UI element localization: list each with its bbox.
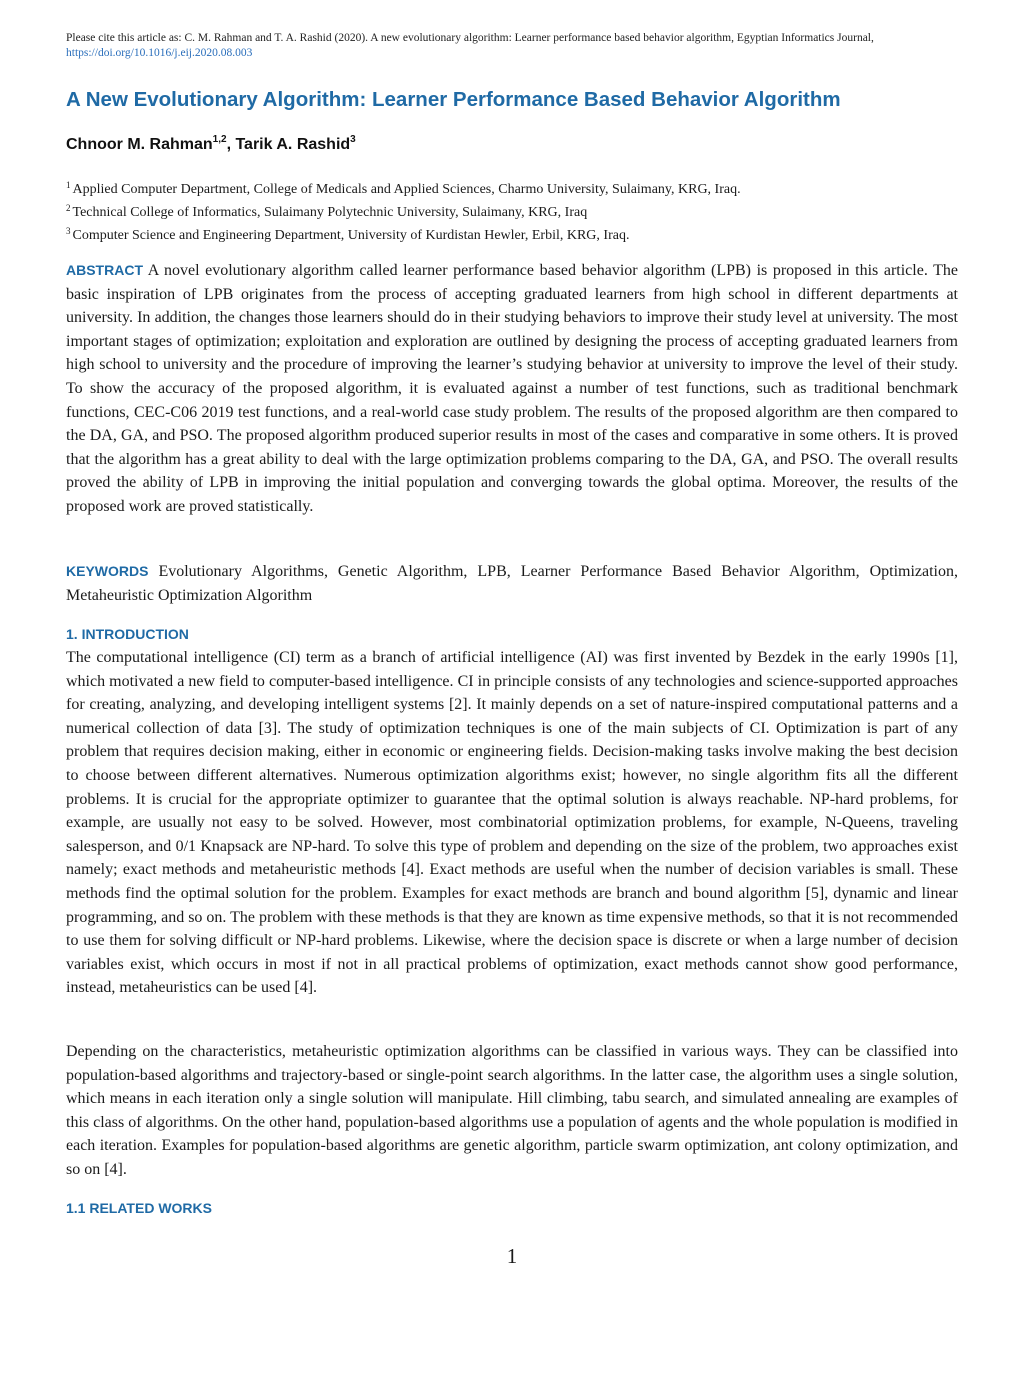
affiliation-item (66, 222, 958, 245)
affiliation-number: 2 (66, 203, 71, 213)
affiliation-number: 3 (66, 226, 71, 236)
citation-note (66, 31, 958, 61)
paper-title: A New Evolutionary Algorithm: Learner Performance Based Behavior Algorithm (66, 88, 841, 111)
affiliations (66, 176, 958, 245)
affiliation-text: Technical College of Informatics, Sulaimany Polytechnic University, Sulaimany, KRG, Iraq (72, 205, 588, 220)
author-name: Tarik A. Rashid (235, 136, 351, 153)
keywords-label: KEYWORDS (66, 563, 149, 579)
affiliation-number: 1 (66, 180, 71, 190)
affiliation-item (66, 176, 958, 199)
author-affiliation-sup: 3 (350, 134, 356, 145)
introduction-heading: 1. INTRODUCTION (66, 626, 189, 642)
introduction-paragraph: The computational intelligence (CI) term as a branch of artificial intelligence (AI) was first invented by Bezdek in the early 1990s [1], which motivated a new field to computer-based intelligence. CI in principle consists of any technologies and science-supported approaches for creating, analyzing, and developing intelligent systems [2]. It mainly depends on a set of nature-inspired computational patterns and a numerical collection of data [3]. The study of optimization techniques is one of the main subjects of CI. Optimization is part of any problem that requires decision making, either in economic or engineering fields. Decision-making tasks involve making the best decision to choose between different alternatives. Numerous optimization algorithms exist; however, no single algorithm fits all the different problems. It is crucial for the appropriate optimizer to guarantee that the optimal solution is always reachable. NP-hard problems, for example, are usually not easy to be solved. However, most combinatorial optimization problems, for example, N-Queens, traveling salesperson, and 0/1 Knapsack are NP-hard. To solve this type of problem and depending on the size of the problem, two approaches exist namely; exact methods and metaheuristic methods [4]. Exact methods are useful when the number of decision variables is small. These methods find the optimal solution for the problem. Examples for exact methods are branch and bound algorithm [5], dynamic and linear programming, and so on. The problem with these methods is that they are known as time expensive methods, so that it is not recommended to use them for solving difficult or NP-hard problems. Likewise, where the decision space is discrete or when a large number of decision variables exist, which occurs in most if not in all practical problems of optimization, exact methods cannot show good performance, instead, metaheuristics can be used [4]. (66, 649, 958, 997)
author-affiliation-sup: 1,2 (212, 134, 227, 145)
affiliation-text: Applied Computer Department, College of Medicals and Applied Sciences, Charmo University, Sulaimany, KRG, Iraq. (72, 182, 741, 197)
introduction-paragraph: Depending on the characteristics, metaheuristic optimization algorithms can be classified in various ways. They can be classified into population-based algorithms and trajectory-based or single-point search algorithms. In the latter case, the algorithm uses a single solution, which means in each iteration only a single solution will manipulate. Hill climbing, tabu search, and simulated annealing are examples of this class of algorithms. On the other hand, population-based algorithms use a population of agents and the whole population is modified in each iteration. Examples for population-based algorithms are genetic algorithm, particle swarm optimization, ant colony optimization, and so on [4]. (66, 1043, 958, 1178)
keywords-text: Evolutionary Algorithms, Genetic Algorithm, LPB, Learner Performance Based Behavior Algorithm, Optimization, Metaheuristic Optimization Algorithm (66, 563, 959, 604)
citation-doi-link[interactable]: https://doi.org/10.1016/j.eij.2020.08.003 (66, 47, 253, 59)
abstract (66, 259, 958, 519)
author-name: Chnoor M. Rahman (66, 136, 213, 153)
author-list (66, 134, 356, 154)
keywords (66, 560, 958, 607)
page-number: 1 (506, 1244, 518, 1268)
related-works-heading: 1.1 RELATED WORKS (66, 1200, 212, 1216)
affiliation-text: Computer Science and Engineering Department, University of Kurdistan Hewler, Erbil, KRG, Iraq. (72, 228, 630, 243)
affiliation-item (66, 199, 958, 222)
author-separator: , (226, 136, 236, 153)
abstract-text: A novel evolutionary algorithm called learner performance based behavior algorithm (LPB) is proposed in this article. The basic inspiration of LPB originates from the process of accepting graduated learners from high school in different departments at university. In addition, the changes those learners should do in their studying behaviors to improve their study level at university. The most important stages of optimization; exploitation and exploration are outlined by designing the process of accepting graduated learners from high school to university and the procedure of improving the learner’s studying behavior at university to improve the level of their study. To show the accuracy of the proposed algorithm, it is evaluated against a number of test functions, such as traditional benchmark functions, CEC-C06 2019 test functions, and a real-world case study problem. The results of the proposed algorithm are then compared to the DA, GA, and PSO. The proposed algorithm produced superior results in most of the cases and comparative in some others. It is proved that the algorithm has a great ability to deal with the large optimization problems comparing to the DA, GA, and PSO. The overall results proved the ability of LPB in improving the initial population and converging towards the global optima. Moreover, the results of the proposed work are proved statistically. (66, 262, 959, 515)
abstract-label: ABSTRACT (66, 262, 143, 278)
citation-text: Please cite this article as: C. M. Rahman and T. A. Rashid (2020). A new evolutionary algorithm: Learner performance based behavior algorithm, Egyptian Informatics Journal, (66, 32, 874, 44)
